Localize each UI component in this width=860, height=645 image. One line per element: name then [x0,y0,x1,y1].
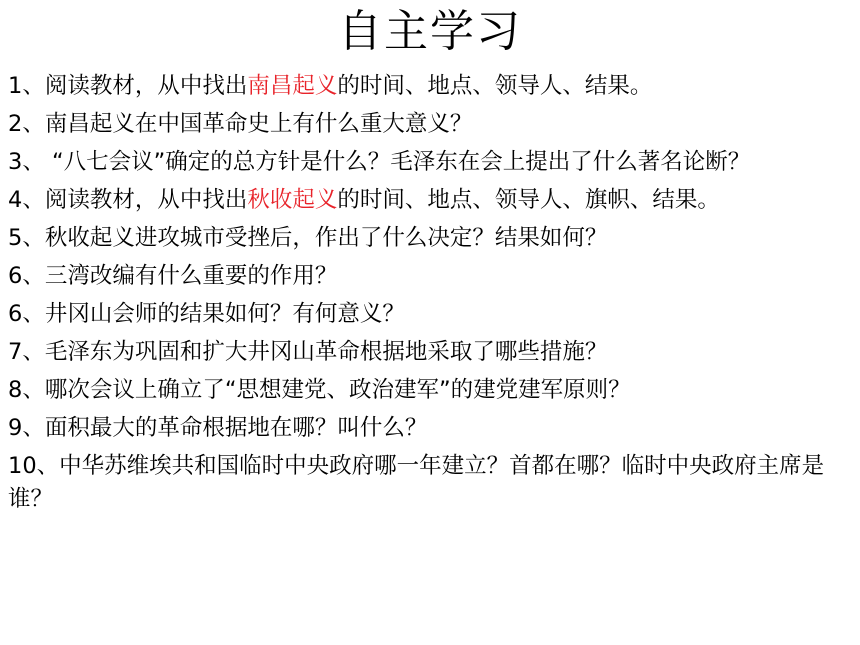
question-4-highlight: 秋收起义 [247,187,338,213]
question-list [8,70,854,521]
question-4 [8,184,854,217]
question-1-highlight: 南昌起义 [247,73,338,99]
question-5 [8,222,854,255]
question-10 [8,450,854,515]
page-title: 自主学习 [338,6,522,57]
question-8 [8,374,854,407]
question-1-text-end: 的时间、地点、领导人、结果。 [337,73,653,99]
question-2-text: 2、南昌起义在中国革命史上有什么重大意义？ [8,111,473,137]
question-10-text: 10、中华苏维埃共和国临时中央政府哪一年建立？首都在哪？临时中央政府主席是谁？ [8,453,825,512]
question-6 [8,260,854,293]
question-6-text: 6、三湾改编有什么重要的作用？ [8,263,338,289]
question-6b [8,298,854,331]
question-9-text: 9、面积最大的革命根据地在哪？叫什么？ [8,415,428,441]
question-8-text: 8、哪次会议上确立了“思想建党、政治建军”的建党建军原则？ [8,377,631,403]
question-3-text: 3、 “八七会议”确定的总方针是什么？毛泽东在会上提出了什么著名论断？ [8,149,751,175]
question-5-text: 5、秋收起义进攻城市受挫后，作出了什么决定？结果如何？ [8,225,608,251]
question-7 [8,336,854,369]
question-4-text: 4、阅读教材，从中找出 [8,187,248,213]
question-9 [8,412,854,445]
question-1-text: 1、阅读教材，从中找出 [8,73,248,99]
question-7-text: 7、毛泽东为巩固和扩大井冈山革命根据地采取了哪些措施？ [8,339,608,365]
question-3 [8,146,854,179]
question-2 [8,108,854,141]
question-1 [8,70,854,103]
question-4-text-end: 的时间、地点、领导人、旗帜、结果。 [337,187,720,213]
question-6b-text: 6、井冈山会师的结果如何？有何意义？ [8,301,405,327]
